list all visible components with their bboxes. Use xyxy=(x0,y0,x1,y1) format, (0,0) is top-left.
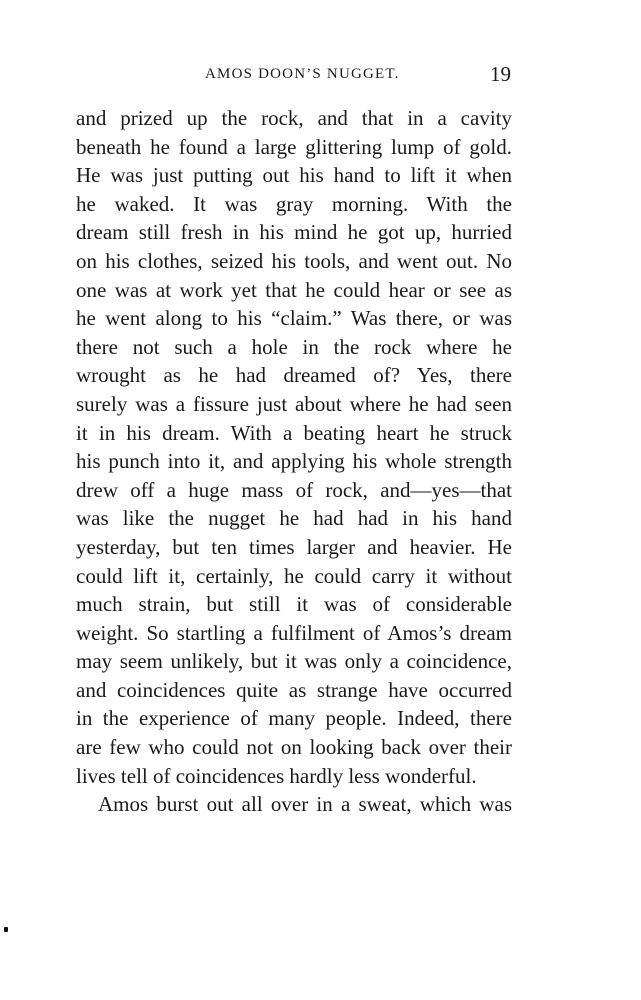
text-line: one was at work yet that he could hear or see as xyxy=(76,277,512,302)
text-line: could lift it, certainly, he could carry it without xyxy=(76,563,512,588)
text-line: beneath he found a large glittering lump of gold. xyxy=(76,134,512,159)
text-line: are few who could not on looking back over their xyxy=(76,735,512,760)
text-line: on his clothes, seized his tools, and went out. No xyxy=(76,248,512,273)
text-line: wrought as he had dreamed of? Yes, there xyxy=(76,363,512,388)
text-line: in the experience of many people. Indeed, there xyxy=(76,706,512,731)
text-line: lives tell of coincidences hardly less wonderful. xyxy=(76,763,477,788)
text-line: was like the nugget he had had in his hand xyxy=(76,506,512,531)
paragraph xyxy=(76,104,512,790)
text-line: Amos burst out all over in a sweat, which was xyxy=(98,792,512,817)
paragraph xyxy=(76,790,512,819)
text-line: surely was a fissure just about where he had seen xyxy=(76,391,512,416)
text-line: and prized up the rock, and that in a cavity xyxy=(76,106,512,130)
text-line: drew off a huge mass of rock, and—yes—that xyxy=(76,477,512,502)
page-number: 19 xyxy=(490,62,511,86)
running-head xyxy=(0,62,641,86)
text-line: may seem unlikely, but it was only a coincidence, xyxy=(76,649,512,674)
text-line: there not such a hole in the rock where he xyxy=(76,334,512,359)
ink-speck xyxy=(4,927,8,932)
text-line: yesterday, but ten times larger and heavier. He xyxy=(76,534,512,559)
running-title: AMOS DOON’S NUGGET. xyxy=(205,66,400,82)
text-line: his punch into it, and applying his whole strength xyxy=(76,449,512,474)
text-line: it in his dream. With a beating heart he struck xyxy=(76,420,512,445)
text-line: much strain, but still it was of considerable xyxy=(76,592,512,617)
body-text xyxy=(76,104,512,819)
text-line: he went along to his “claim.” Was there, or was xyxy=(76,306,512,331)
text-line: He was just putting out his hand to lift it when xyxy=(76,163,512,188)
text-line: weight. So startling a fulfilment of Amos’s dream xyxy=(76,620,512,645)
text-line: he waked. It was gray morning. With the xyxy=(76,191,512,216)
text-line: dream still fresh in his mind he got up, hurried xyxy=(76,220,512,245)
text-line: and coincidences quite as strange have occurred xyxy=(76,677,512,702)
